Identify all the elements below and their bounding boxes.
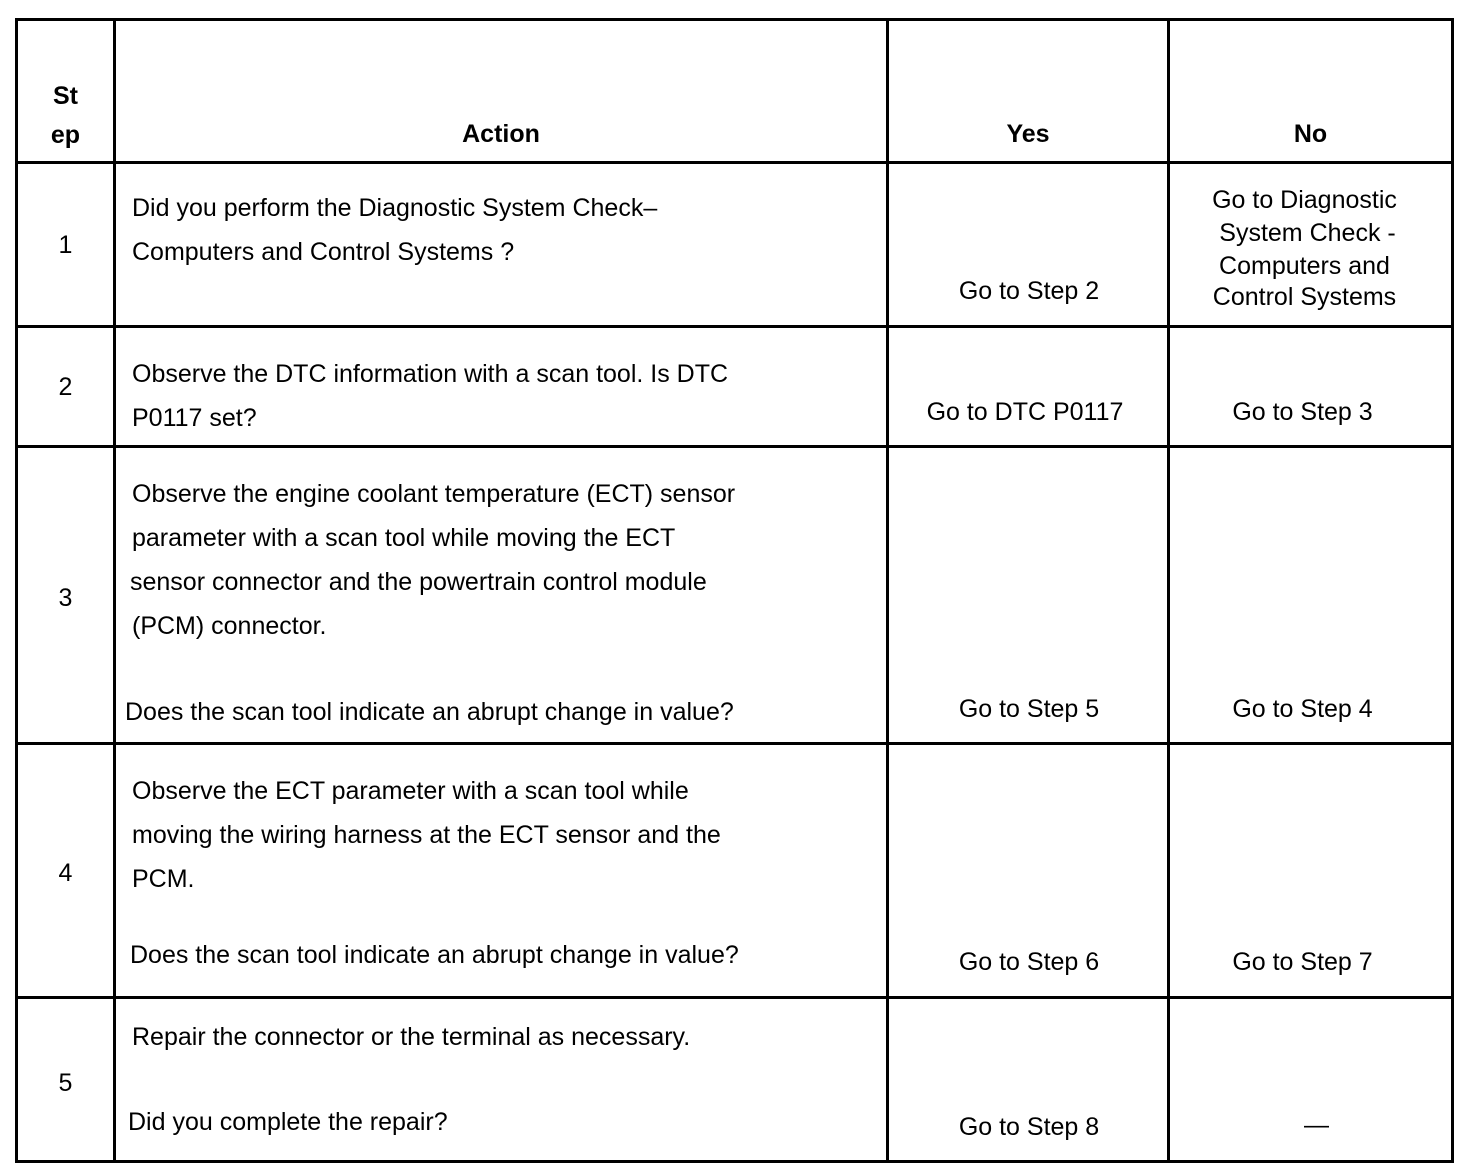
table-row bbox=[17, 447, 1453, 744]
action-cell bbox=[115, 327, 888, 447]
header-step-line1: St bbox=[53, 82, 78, 110]
yes-target: Go to Step 2 bbox=[958, 277, 1100, 305]
action-line: sensor connector and the powertrain control module bbox=[130, 568, 707, 596]
step-number: 2 bbox=[58, 373, 73, 401]
yes-cell bbox=[888, 327, 1169, 447]
no-target: Go to Step 4 bbox=[1232, 695, 1373, 723]
header-step-line2: ep bbox=[50, 121, 81, 149]
step-cell bbox=[17, 163, 115, 327]
no-target: Go to Step 7 bbox=[1232, 948, 1373, 976]
header-action: Action bbox=[115, 20, 888, 163]
action-line: P0117 set? bbox=[132, 404, 257, 432]
table-row bbox=[17, 744, 1453, 998]
action-cell bbox=[115, 163, 888, 327]
step-number: 1 bbox=[58, 231, 73, 259]
action-line: Did you perform the Diagnostic System Check– bbox=[132, 194, 658, 222]
action-cell bbox=[115, 744, 888, 998]
action-question: Did you complete the repair? bbox=[128, 1108, 448, 1136]
action-line: Repair the connector or the terminal as necessary. bbox=[132, 1023, 691, 1051]
table-row bbox=[17, 327, 1453, 447]
action-line: Observe the engine coolant temperature (ECT) sensor bbox=[132, 480, 736, 508]
action-question: Does the scan tool indicate an abrupt change in value? bbox=[130, 941, 739, 969]
table-row bbox=[17, 998, 1453, 1162]
no-cell bbox=[1169, 163, 1453, 327]
no-target-line: Computers and bbox=[1219, 252, 1390, 280]
yes-target: Go to Step 6 bbox=[958, 948, 1100, 976]
step-cell bbox=[17, 998, 115, 1162]
yes-cell bbox=[888, 163, 1169, 327]
yes-cell bbox=[888, 447, 1169, 744]
header-yes: Yes bbox=[888, 20, 1169, 163]
step-cell bbox=[17, 327, 115, 447]
yes-cell bbox=[888, 744, 1169, 998]
step-number: 5 bbox=[58, 1069, 73, 1097]
action-cell bbox=[115, 447, 888, 744]
yes-cell bbox=[888, 998, 1169, 1162]
action-line: parameter with a scan tool while moving the ECT bbox=[132, 524, 676, 552]
action-line: Observe the ECT parameter with a scan tool while bbox=[132, 777, 689, 805]
step-number: 3 bbox=[58, 584, 73, 612]
step-cell bbox=[17, 744, 115, 998]
step-number: 4 bbox=[58, 859, 73, 887]
no-target-line: System Check - bbox=[1219, 219, 1396, 247]
table-row bbox=[17, 163, 1453, 327]
action-line: PCM. bbox=[132, 865, 195, 893]
action-line: (PCM) connector. bbox=[132, 612, 327, 640]
step-cell bbox=[17, 447, 115, 744]
no-cell bbox=[1169, 998, 1453, 1162]
no-cell bbox=[1169, 327, 1453, 447]
action-line: moving the wiring harness at the ECT sensor and the bbox=[132, 821, 721, 849]
yes-target: Go to DTC P0117 bbox=[926, 398, 1124, 426]
header-row bbox=[17, 20, 1453, 163]
header-step bbox=[17, 20, 115, 163]
no-target-line: Control Systems bbox=[1212, 283, 1397, 311]
diagnostic-table bbox=[15, 18, 1454, 1163]
header-no: No bbox=[1169, 20, 1453, 163]
action-line: Computers and Control Systems ? bbox=[132, 238, 515, 266]
no-target: — bbox=[1304, 1111, 1329, 1139]
no-cell bbox=[1169, 447, 1453, 744]
no-target-line: Go to Diagnostic bbox=[1212, 186, 1397, 214]
yes-target: Go to Step 5 bbox=[958, 695, 1100, 723]
no-target: Go to Step 3 bbox=[1232, 398, 1373, 426]
action-cell bbox=[115, 998, 888, 1162]
no-cell bbox=[1169, 744, 1453, 998]
action-question: Does the scan tool indicate an abrupt change in value? bbox=[125, 698, 734, 726]
action-line: Observe the DTC information with a scan tool. Is DTC bbox=[132, 360, 729, 388]
yes-target: Go to Step 8 bbox=[958, 1113, 1100, 1141]
